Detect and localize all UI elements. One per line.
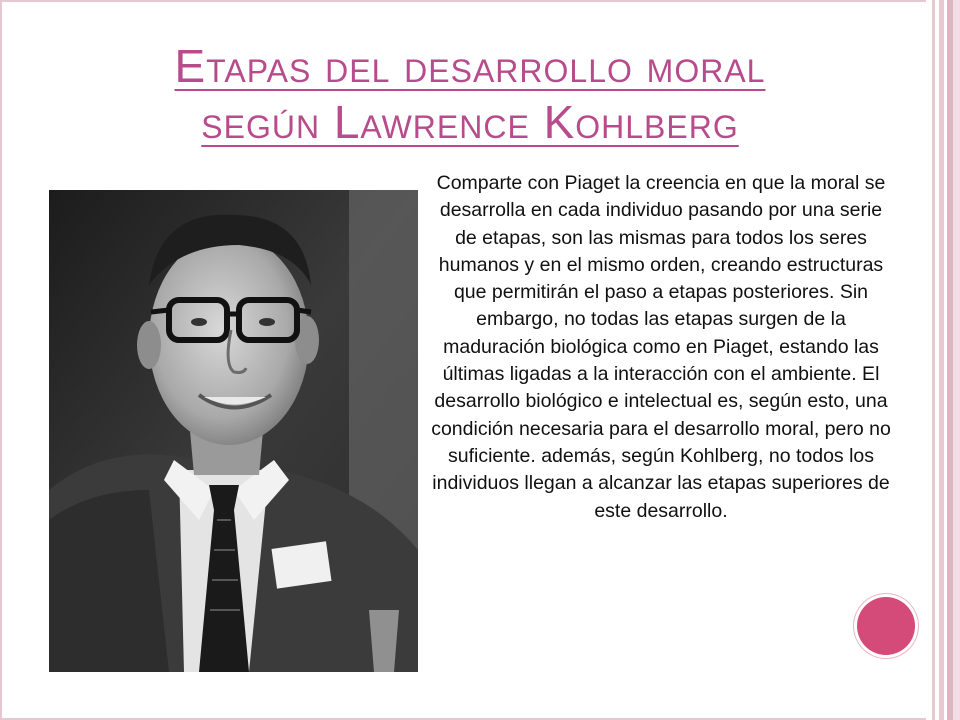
decorative-circle — [857, 597, 915, 655]
body-paragraph: Comparte con Piaget la creencia en que la moral se desarrolla en cada individuo pasando por una serie de etapas, son las mismas para todos los seres humanos y en el mismo orden, creando estructuras que permitirán el paso a etapas posteriores. Sin embargo, no todas las etapas surgen de la maduración biológica como en Piaget, estando las últimas ligadas a la interacción con el ambiente. El desarrollo biológico e intelectual es, según esto, una condición necesaria para el desarrollo moral, pero no suficiente. además, según Kohlberg, no todos los individuos llegan a alcanzar las etapas superiores de este desarrollo. — [431, 172, 891, 522]
portrait-photo — [49, 190, 418, 672]
title-line-2: según Lawrence Kohlberg — [201, 96, 739, 148]
title-line-1: Etapas del desarrollo moral — [174, 40, 766, 92]
decorative-stripes — [926, 0, 960, 720]
slide-title — [60, 38, 880, 150]
